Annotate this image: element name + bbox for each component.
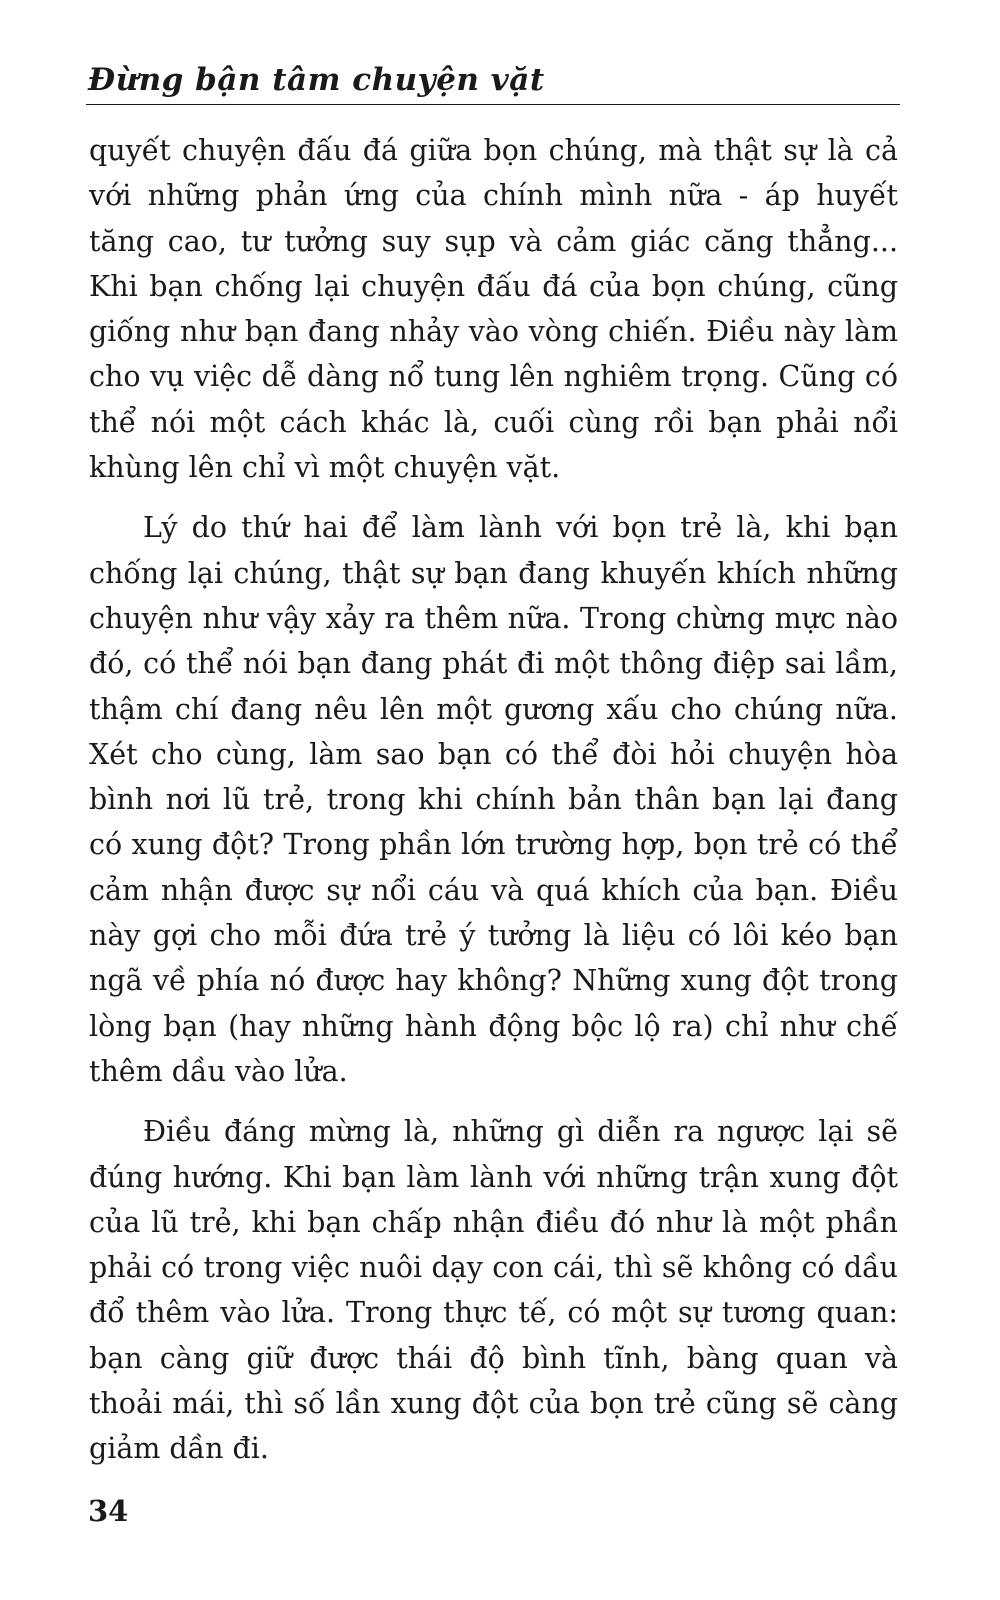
paragraph: Điều đáng mừng là, những gì diễn ra ngược lại sẽ đúng hướng. Khi bạn làm lành với những trận xung đột của lũ trẻ, khi bạn chấp nhận điều đó như là một phần phải có trong việc nuôi dạy con cái, thì sẽ không có dầu đổ thêm vào lửa. Trong thực tế, có một sự tương quan: bạn càng giữ được thái độ bình tĩnh, bàng quan và thoải mái, thì số lần xung đột của bọn trẻ cũng sẽ càng giảm dần đi.	[89, 1115, 898, 1466]
page-number: 34	[88, 1494, 129, 1528]
paragraph-continued: quyết chuyện đấu đá giữa bọn chúng, mà thật sự là cả với những phản ứng của chính mình nữa - áp huyết tăng cao, tư tưởng suy sụp và cảm giác căng thẳng... Khi bạn chống lại chuyện đấu đá của bọn chúng, cũng giống như bạn đang nhảy vào vòng chiến. Điều này làm cho vụ việc dễ dàng nổ tung lên nghiêm trọng. Cũng có thể nói một cách khác là, cuối cùng rồi bạn phải nổi khùng lên chỉ vì một chuyện vặt.	[89, 134, 898, 485]
paragraph: Lý do thứ hai để làm lành với bọn trẻ là, khi bạn chống lại chúng, thật sự bạn đang khuyến khích những chuyện như vậy xảy ra thêm nữa. Trong chừng mực nào đó, có thể nói bạn đang phát đi một thông điệp sai lầm, thậm chí đang nêu lên một gương xấu cho chúng nữa. Xét cho cùng, làm sao bạn có thể đòi hỏi chuyện hòa bình nơi lũ trẻ, trong khi chính bản thân bạn lại đang có xung đột? Trong phần lớn trường hợp, bọn trẻ có thể cảm nhận được sự nổi cáu và quá khích của bạn. Điều này gợi cho mỗi đứa trẻ ý tưởng là liệu có lôi kéo bạn ngã về phía nó được hay không? Những xung đột trong lòng bạn (hay những hành động bộc lộ ra) chỉ như chế thêm dầu vào lửa.	[89, 511, 898, 1088]
running-title: Đừng bận tâm chuyện vặt	[88, 62, 545, 98]
running-header	[86, 56, 900, 105]
body-text	[89, 128, 898, 1487]
